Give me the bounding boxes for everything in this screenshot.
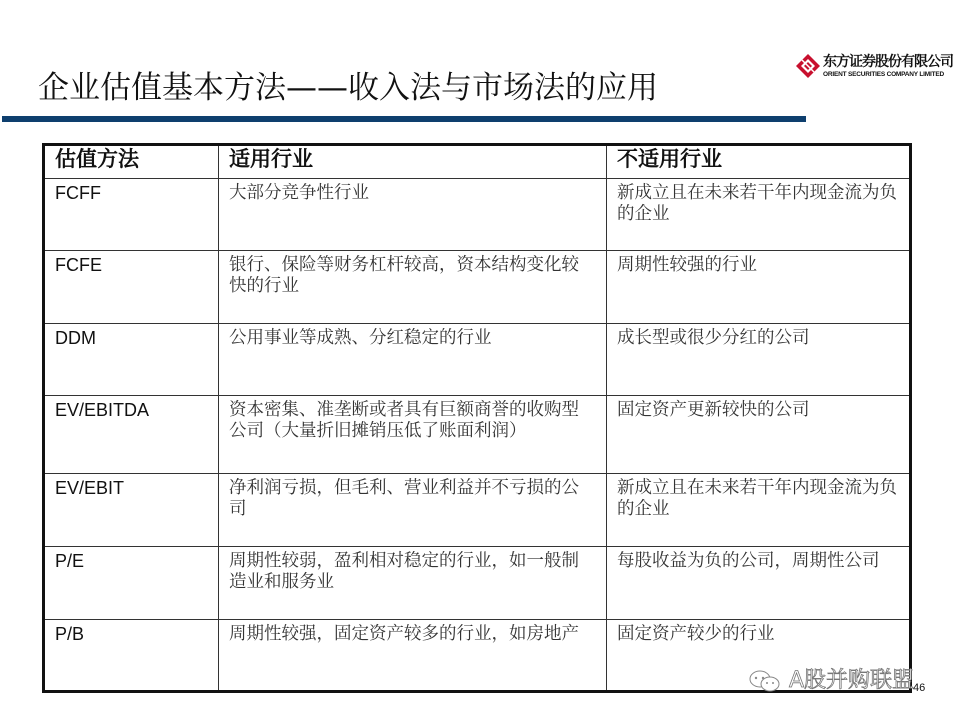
table-row — [44, 324, 911, 396]
wechat-icon — [748, 669, 782, 693]
cell-not-applicable: 新成立且在未来若干年内现金流为负的企业 — [607, 474, 911, 547]
cell-applicable: 资本密集、准垄断或者具有巨额商誉的收购型公司（大量折旧摊销压低了账面利润） — [219, 396, 607, 474]
table-row — [44, 474, 911, 547]
header-method: 估值方法 — [44, 145, 219, 179]
cell-method: P/B — [44, 620, 219, 692]
valuation-methods-table — [42, 143, 915, 693]
cell-method: EV/EBITDA — [44, 396, 219, 474]
orient-securities-logo-icon — [796, 54, 820, 78]
watermark — [748, 663, 914, 694]
cell-not-applicable: 固定资产较少的行业 — [607, 620, 911, 692]
cell-not-applicable: 固定资产更新较快的公司 — [607, 396, 911, 474]
company-logo — [793, 48, 953, 88]
cell-method: FCFF — [44, 179, 219, 251]
watermark-text: A股并购联盟 — [789, 668, 915, 693]
table-row — [44, 547, 911, 620]
cell-not-applicable: 新成立且在未来若干年内现金流为负的企业 — [607, 179, 911, 251]
logo-name-cn: 东方证券股份有限公司 — [823, 54, 953, 70]
cell-applicable: 周期性较强，固定资产较多的行业，如房地产 — [219, 620, 607, 692]
cell-method: P/E — [44, 547, 219, 620]
cell-method: DDM — [44, 324, 219, 396]
cell-applicable: 周期性较弱，盈利相对稳定的行业，如一般制造业和服务业 — [219, 547, 607, 620]
cell-method: FCFE — [44, 251, 219, 324]
cell-not-applicable: 每股收益为负的公司，周期性公司 — [607, 547, 911, 620]
title-underline-bar — [2, 116, 806, 122]
cell-not-applicable: 周期性较强的行业 — [607, 251, 911, 324]
cell-method: EV/EBIT — [44, 474, 219, 547]
header-applicable: 适用行业 — [219, 145, 607, 179]
logo-name-en: ORIENT SECURITIES COMPANY LIMITED — [823, 71, 945, 78]
table-row — [44, 179, 911, 251]
table-row — [44, 396, 911, 474]
table-row — [44, 251, 911, 324]
slide-title: 企业估值基本方法——收入法与市场法的应用 — [38, 70, 658, 106]
cell-applicable: 净利润亏损，但毛利、营业利益并不亏损的公司 — [219, 474, 607, 547]
cell-applicable: 公用事业等成熟、分红稳定的行业 — [219, 324, 607, 396]
cell-applicable: 银行、保险等财务杠杆较高，资本结构变化较快的行业 — [219, 251, 607, 324]
cell-applicable: 大部分竞争性行业 — [219, 179, 607, 251]
header-not-applicable: 不适用行业 — [607, 145, 911, 179]
table-header-row — [44, 145, 911, 179]
cell-not-applicable: 成长型或很少分红的公司 — [607, 324, 911, 396]
page-number: 46 — [913, 682, 926, 694]
